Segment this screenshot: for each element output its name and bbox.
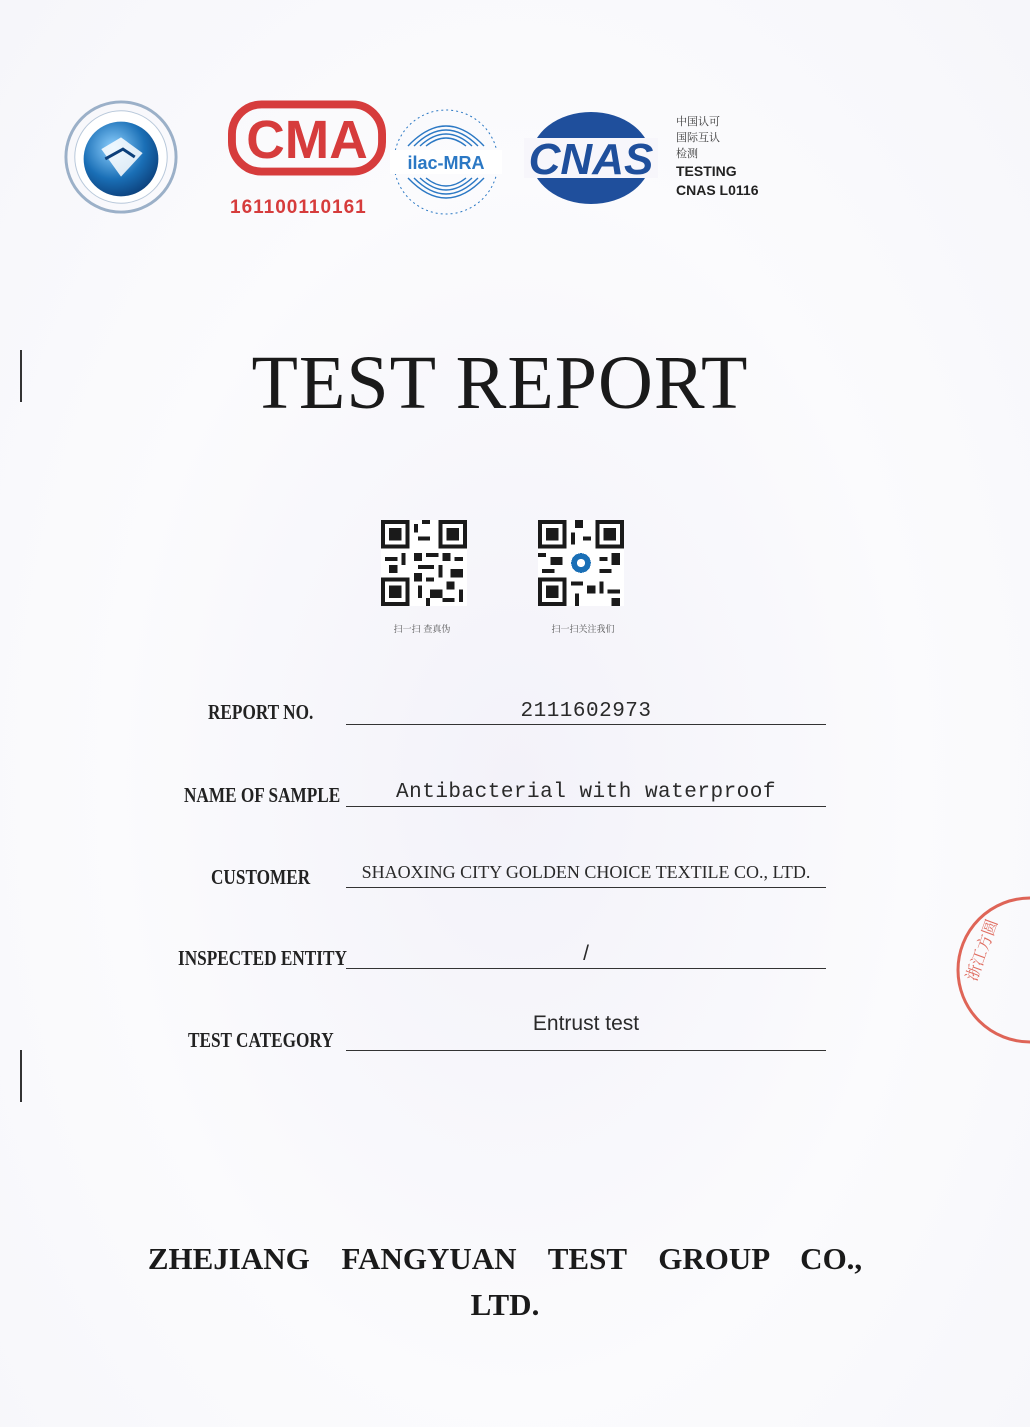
- company-seal-icon: [950, 890, 1030, 1050]
- cma-number: 161100110161: [230, 197, 367, 218]
- cnas-en-line: TESTING: [676, 163, 737, 179]
- cnas-mark-text: CNAS: [528, 135, 654, 184]
- test-category-underline: [346, 1050, 826, 1051]
- cma-mark-text: CMA: [246, 110, 368, 170]
- company-line-2: LTD.: [470, 1287, 540, 1322]
- customer-underline: [346, 887, 826, 888]
- test-category-label: TEST CATEGORY: [188, 1028, 334, 1052]
- cnas-cn-line: 中国认可: [676, 115, 720, 128]
- page-title: TEST REPORT: [251, 341, 749, 425]
- ilac-mra-logo-icon: [386, 106, 506, 218]
- company-line-1: ZHEJIANG FANGYUAN TEST GROUP CO.,: [147, 1241, 863, 1276]
- report-no-label: REPORT NO.: [208, 700, 314, 724]
- inspected-entity-value: /: [583, 942, 589, 965]
- qr-caption-verify: 扫一扫 查真伪: [393, 625, 451, 635]
- fangyuan-logo-icon: [62, 98, 180, 216]
- name-of-sample-value: Antibacterial with waterproof: [396, 781, 776, 804]
- inspected-entity-label: INSPECTED ENTITY: [178, 946, 347, 970]
- customer-label: CUSTOMER: [211, 865, 311, 889]
- report-no-underline: [346, 724, 826, 725]
- cnas-logo-icon: [524, 108, 658, 208]
- ilac-mark-text: ilac-MRA: [407, 153, 485, 173]
- seal-text: 浙江方圆: [961, 916, 1002, 984]
- customer-value: SHAOXING CITY GOLDEN CHOICE TEXTILE CO., LTD.: [361, 862, 811, 882]
- qr-code-follow-icon: [538, 520, 624, 606]
- inspected-entity-underline: [346, 968, 826, 969]
- test-category-value: Entrust test: [532, 1012, 640, 1035]
- name-of-sample-underline: [346, 806, 826, 807]
- qr-code-verify-icon: [381, 520, 467, 606]
- issuing-company: [110, 1236, 900, 1328]
- margin-mark: [20, 1050, 22, 1102]
- qr-caption-follow: 扫一扫关注我们: [551, 625, 615, 635]
- cma-logo-icon: [228, 98, 386, 178]
- cnas-cn-line: 检测: [676, 147, 698, 160]
- cnas-cn-line: 国际互认: [676, 131, 720, 144]
- report-no-value: 2111602973: [520, 700, 652, 723]
- name-of-sample-label: NAME OF SAMPLE: [184, 783, 341, 807]
- cnas-en-line: CNAS L0116: [676, 182, 759, 198]
- cnas-accreditation-text: [676, 114, 796, 200]
